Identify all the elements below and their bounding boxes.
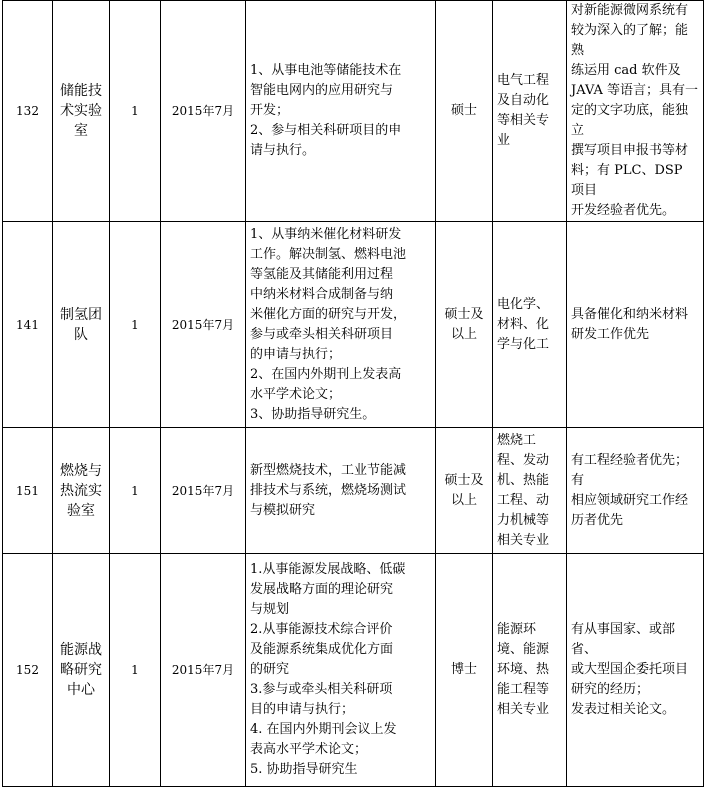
major-requirement-line: 学与化工 [497, 336, 550, 352]
job-duties-line: 智能电网内的应用研究与 [250, 83, 394, 98]
job-duties-line: 及能源系统集成优化方面 [250, 642, 394, 657]
job-duties-line: 排技术与系统，燃烧场测试 [250, 482, 407, 498]
job-duties-line: 目的申请与执行； [250, 702, 355, 717]
major-requirement [493, 554, 567, 787]
other-requirements-line: 发表过相关论文。 [571, 702, 676, 717]
major-requirement-line: 力机械等 [497, 512, 550, 528]
department-name-line: 术实验 [60, 103, 102, 119]
department-name [53, 428, 110, 554]
degree-requirement [436, 554, 493, 787]
other-requirements-line: 料；有 PLC、DSP 项目 [571, 163, 683, 198]
department-name [53, 222, 110, 428]
major-requirement [493, 222, 567, 428]
department-name-line: 能源战 [60, 642, 102, 658]
major-requirement-line: 程、发动 [497, 452, 550, 468]
start-date: 2015年7月 [161, 554, 246, 787]
degree-requirement-line: 以上 [450, 326, 477, 342]
job-duties-line: 参与或牵头相关科研项目 [250, 326, 394, 342]
other-requirements-line: 定的文字功底，能独立 [571, 103, 689, 138]
degree-requirement-line: 硕士及 [444, 472, 484, 488]
job-duties-line: 工作。解决制氢、燃料电池 [250, 246, 407, 262]
degree-requirement [436, 222, 493, 428]
start-date: 2015年7月 [161, 428, 246, 554]
major-requirement-line: 境、能源 [497, 642, 550, 657]
job-duties-line: 中纳米材料合成制备与纳 [250, 286, 394, 302]
department-name-line: 验室 [67, 502, 95, 519]
other-requirements-line: 具备催化和纳米材料 [571, 306, 689, 322]
headcount: 1 [110, 428, 161, 554]
department-name-line: 储能技 [60, 83, 102, 99]
job-duties [246, 428, 436, 554]
other-requirements-line: 有从事国家、或部省、 [571, 622, 676, 657]
other-requirements [567, 222, 704, 428]
job-duties [246, 554, 436, 787]
position-code: 151 [3, 428, 53, 554]
department-name [53, 554, 110, 787]
department-name-line: 热流实 [60, 482, 102, 499]
major-requirement-line: 机、热能 [497, 472, 550, 488]
job-duties-line: 与模拟研究 [250, 502, 316, 518]
major-requirement-line: 能源环 [497, 622, 537, 637]
job-duties-line: 4. 在国内外期刊会议上发 [250, 722, 397, 737]
headcount: 1 [110, 222, 161, 428]
department-name-line: 队 [74, 326, 88, 343]
job-duties [246, 222, 436, 428]
other-requirements-line: 有工程经验者优先；有 [571, 452, 689, 488]
other-requirements-line: 相应领域研究工作经 [571, 492, 689, 508]
major-requirement [493, 428, 567, 554]
job-duties-line: 发展战略方面的理论研究 [250, 582, 394, 597]
other-requirements-line: 开发经验者优先。 [571, 203, 676, 218]
major-requirement-line: 业 [497, 133, 511, 148]
job-duties-line: 等氢能及其储能利用过程 [250, 266, 394, 282]
job-table [2, 0, 704, 787]
job-duties-line: 米催化方面的研究与开发， [250, 306, 407, 322]
job-duties-line: 的研究 [250, 662, 290, 677]
other-requirements-line: 练运用 cad 软件及 [571, 63, 681, 78]
major-requirement-line: 燃烧工 [497, 432, 537, 448]
job-duties-line: 1.从事能源发展战略、低碳 [250, 562, 406, 577]
major-requirement-line: 电化学、 [497, 296, 550, 312]
job-duties-line: 5. 协助指导研究生 [250, 762, 358, 777]
job-duties-line: 2.从事能源技术综合评价 [250, 622, 393, 637]
department-name [53, 1, 110, 222]
other-requirements [567, 428, 704, 554]
degree-requirement-line: 博士 [450, 662, 477, 677]
table-row [3, 428, 704, 554]
start-date: 2015年7月 [161, 222, 246, 428]
position-code: 141 [3, 222, 53, 428]
department-name-line: 制氢团 [60, 306, 102, 323]
major-requirement-line: 工程、动 [497, 492, 550, 508]
other-requirements [567, 554, 704, 787]
major-requirement-line: 能工程等 [497, 682, 550, 697]
job-duties-line: 的申请与执行； [250, 346, 342, 362]
start-date: 2015年7月 [161, 1, 246, 222]
degree-requirement [436, 1, 493, 222]
major-requirement-line: 环境、热 [497, 662, 550, 677]
job-duties-line: 新型燃烧技术，工业节能减 [250, 462, 407, 478]
other-requirements-line: JAVA 等语言；具有一 [571, 83, 698, 98]
job-duties-line: 表高水平学术论文； [250, 742, 368, 757]
department-name-line: 燃烧与 [60, 462, 102, 479]
major-requirement-line: 相关专业 [497, 702, 550, 717]
major-requirement-line: 相关专业 [497, 532, 550, 548]
job-duties-line: 2、参与相关科研项目的申 [250, 123, 402, 138]
other-requirements-line: 历者优先 [571, 512, 624, 528]
table-row [3, 554, 704, 787]
position-code: 152 [3, 554, 53, 787]
job-duties-line: 3、协助指导研究生。 [250, 406, 376, 422]
headcount: 1 [110, 554, 161, 787]
job-duties-line: 水平学术论文； [250, 386, 342, 402]
headcount: 1 [110, 1, 161, 222]
job-duties-line: 请与执行。 [250, 143, 316, 158]
job-duties-line: 1、从事纳米催化材料研发 [250, 226, 402, 242]
job-duties [246, 1, 436, 222]
other-requirements-line: 或大型国企委托项目 [571, 662, 689, 677]
job-duties-line: 2、在国内外期刊上发表高 [250, 366, 402, 382]
degree-requirement-line: 以上 [450, 492, 477, 508]
degree-requirement-line: 硕士及 [444, 306, 484, 322]
department-name-line: 略研究 [60, 662, 102, 678]
major-requirement-line: 电气工程 [497, 73, 550, 88]
major-requirement-line: 及自动化 [497, 93, 550, 108]
job-duties-line: 与规划 [250, 602, 290, 617]
other-requirements-line: 撰写项目申报书等材 [571, 143, 689, 158]
other-requirements-line: 对新能源微网系统有 [571, 3, 689, 18]
position-code: 132 [3, 1, 53, 222]
job-duties-line: 1、从事电池等储能技术在 [250, 63, 402, 78]
other-requirements-line: 研发工作优先 [571, 326, 650, 342]
other-requirements [567, 1, 704, 222]
major-requirement [493, 1, 567, 222]
job-duties-line: 开发； [250, 103, 290, 118]
department-name-line: 室 [74, 123, 88, 139]
other-requirements-line: 较为深入的了解；能熟 [571, 23, 689, 58]
job-duties-line: 3.参与或牵头相关科研项 [250, 682, 393, 697]
other-requirements-line: 研究的经历； [571, 682, 650, 697]
major-requirement-line: 材料、化 [497, 316, 550, 332]
department-name-line: 中心 [67, 682, 95, 698]
major-requirement-line: 等相关专 [497, 113, 550, 128]
table-row [3, 1, 704, 222]
table-row [3, 222, 704, 428]
degree-requirement-line: 硕士 [450, 103, 477, 118]
degree-requirement [436, 428, 493, 554]
